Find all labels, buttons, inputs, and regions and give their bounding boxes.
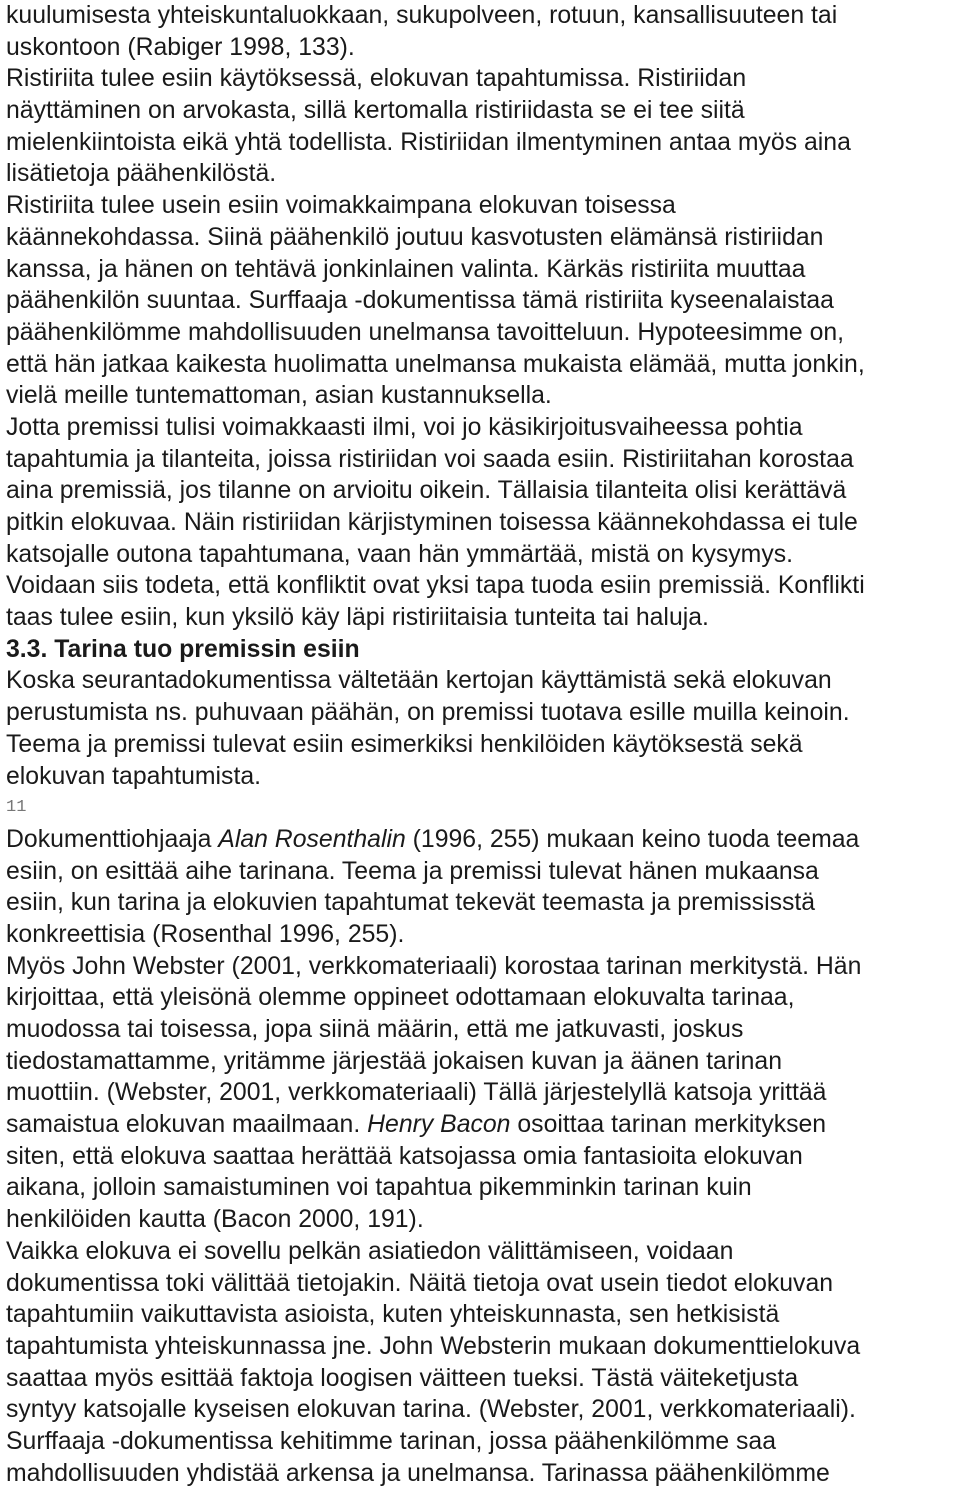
paragraph-block-1 — [6, 0, 954, 634]
text-line: Myös John Webster (2001, verkkomateriaali) korostaa tarinan merkitystä. Hän — [6, 952, 862, 980]
text-line: pitkin elokuvaa. Näin ristiriidan kärjistyminen toisessa käännekohdassa ei tule — [6, 509, 858, 536]
text-line: tapahtumista yhteiskunnassa jne. John Websterin mukaan dokumenttielokuva — [6, 1332, 861, 1360]
text-line: tapahtumia ja tilanteita, joissa ristiriidan voi saada esiin. Ristiriitahan korostaa — [6, 445, 854, 473]
author-name: Alan Rosenthalin — [218, 825, 406, 853]
text-line: tapahtumiin vaikuttavista asioista, kuten yhteiskunnasta, sen hetkisistä — [6, 1301, 780, 1329]
text-run: osoittaa tarinan merkityksen — [510, 1111, 827, 1139]
text-run: (1996, 255) mukaan keino tuoda teemaa — [405, 825, 860, 853]
text-line: Jotta premissi tulisi voimakkaasti ilmi, voi jo käsikirjoitusvaiheessa pohtia — [6, 413, 803, 441]
text-line: elokuvan tapahtumista. — [6, 762, 262, 790]
text-line: päähenkilön suuntaa. Surffaaja -dokumentissa tämä ristiriita kyseenalaistaa — [6, 287, 834, 315]
paragraph-rosenthal — [6, 824, 954, 951]
text-line: näyttäminen on arvokasta, sillä kertomalla ristiriidasta se ei tee siitä — [6, 97, 745, 125]
text-line: tiedostamattamme, yritämme järjestää jokaisen kuvan ja äänen tarinan — [6, 1047, 782, 1075]
text-line: esiin, on esittää aihe tarinana. Teema ja premissi tulevat hänen mukaansa — [6, 857, 819, 885]
paragraph-block-2 — [6, 665, 954, 792]
text-line: saattaa myös esittää faktoja loogisen väitteen tueksi. Tästä väiteketjusta — [6, 1364, 799, 1392]
text-line: siten, että elokuva saattaa herättää katsojassa omia fantasioita elokuvan — [6, 1142, 803, 1170]
text-line: Teema ja premissi tulevat esiin esimerkiksi henkilöiden käytöksestä sekä — [6, 730, 803, 758]
text-line — [6, 824, 954, 856]
text-line: päähenkilömme mahdollisuuden unelmansa tavoitteluun. Hypoteesimme on, — [6, 318, 845, 346]
section-heading: 3.3. Tarina tuo premissin esiin — [6, 635, 360, 663]
text-run: samaistua elokuvan maailmaan. — [6, 1111, 368, 1139]
page-number: 11 — [6, 798, 27, 818]
author-name: Henry Bacon — [367, 1111, 511, 1139]
text-line: mielenkiintoista eikä yhtä todellista. Ristiriidan ilmentyminen antaa myös aina — [6, 128, 851, 156]
text-line: muottiin. (Webster, 2001, verkkomateriaali) Tällä järjestelyllä katsoja yrittää — [6, 1079, 827, 1107]
text-line: Vaikka elokuva ei sovellu pelkän asiatiedon välittämiseen, voidaan — [6, 1237, 734, 1265]
text-line — [6, 1109, 954, 1141]
text-line: muodossa tai toisessa, jopa siinä määrin, että me jatkuvasti, joskus — [6, 1016, 744, 1043]
document-page — [6, 0, 954, 1489]
text-line: kanssa, ja hänen on tehtävä jonkinlainen valinta. Kärkäs ristiriita muuttaa — [6, 255, 806, 283]
text-line: syntyy katsojalle kyseisen elokuvan tarina. (Webster, 2001, verkkomateriaali). — [6, 1396, 856, 1424]
text-line: kirjoittaa, että yleisönä olemme oppineet odottamaan elokuvalta tarinaa, — [6, 984, 795, 1012]
text-line: konkreettisia (Rosenthal 1996, 255). — [6, 920, 405, 948]
paragraph-block-final — [6, 1236, 954, 1489]
text-line: vielä meille tuntemattoman, asian kustannuksella. — [6, 382, 552, 410]
text-line: lisätietoja päähenkilöstä. — [6, 160, 277, 188]
text-line: mahdollisuuden yhdistää arkensa ja unelmansa. Tarinassa päähenkilömme — [6, 1459, 830, 1487]
text-line: katsojalle outona tapahtumana, vaan hän ymmärtää, mistä on kysymys. — [6, 540, 794, 568]
text-run: Dokumenttiohjaaja — [6, 825, 219, 853]
text-line: Koska seurantadokumentissa vältetään kertojan käyttämistä sekä elokuvan — [6, 667, 832, 695]
text-line: Ristiriita tulee usein esiin voimakkaimpana elokuvan toisessa — [6, 192, 676, 220]
text-line: aikana, jolloin samaistuminen voi tapahtua pikemminkin tarinan kuin — [6, 1174, 752, 1202]
text-line: Ristiriita tulee esiin käytöksessä, elokuvan tapahtumissa. Ristiriidan — [6, 65, 747, 93]
text-line: perustumista ns. puhuvaan päähän, on premissi tuotava esille muilla keinoin. — [6, 699, 850, 727]
text-line: dokumentissa toki välittää tietojakin. Näitä tietoja ovat usein tiedot elokuvan — [6, 1269, 834, 1297]
text-line: taas tulee esiin, kun yksilö käy läpi ristiriitaisia tunteita tai haluja. — [6, 604, 709, 632]
text-line: esiin, kun tarina ja elokuvien tapahtumat tekevät teemasta ja premississtä — [6, 889, 816, 917]
text-line: Surffaaja -dokumentissa kehitimme tarinan, jossa päähenkilömme saa — [6, 1427, 777, 1455]
text-line: käännekohdassa. Siinä päähenkilö joutuu kasvotusten elämänsä ristiriidan — [6, 223, 824, 251]
text-line: kuulumisesta yhteiskuntaluokkaan, sukupolveen, rotuun, kansallisuuteen tai — [6, 2, 838, 29]
text-line: että hän jatkaa kaikesta huolimatta unelmansa mukaista elämää, mutta jonkin, — [6, 350, 865, 378]
text-line: Voidaan siis todeta, että konfliktit ovat yksi tapa tuoda esiin premissiä. Konflikti — [6, 572, 865, 600]
text-line: henkilöiden kautta (Bacon 2000, 191). — [6, 1206, 424, 1234]
text-line: uskontoon (Rabiger 1998, 133). — [6, 33, 355, 61]
paragraph-webster — [6, 951, 954, 1236]
text-line: aina premissiä, jos tilanne on arvioitu oikein. Tällaisia tilanteita olisi kerättävä — [6, 477, 847, 505]
